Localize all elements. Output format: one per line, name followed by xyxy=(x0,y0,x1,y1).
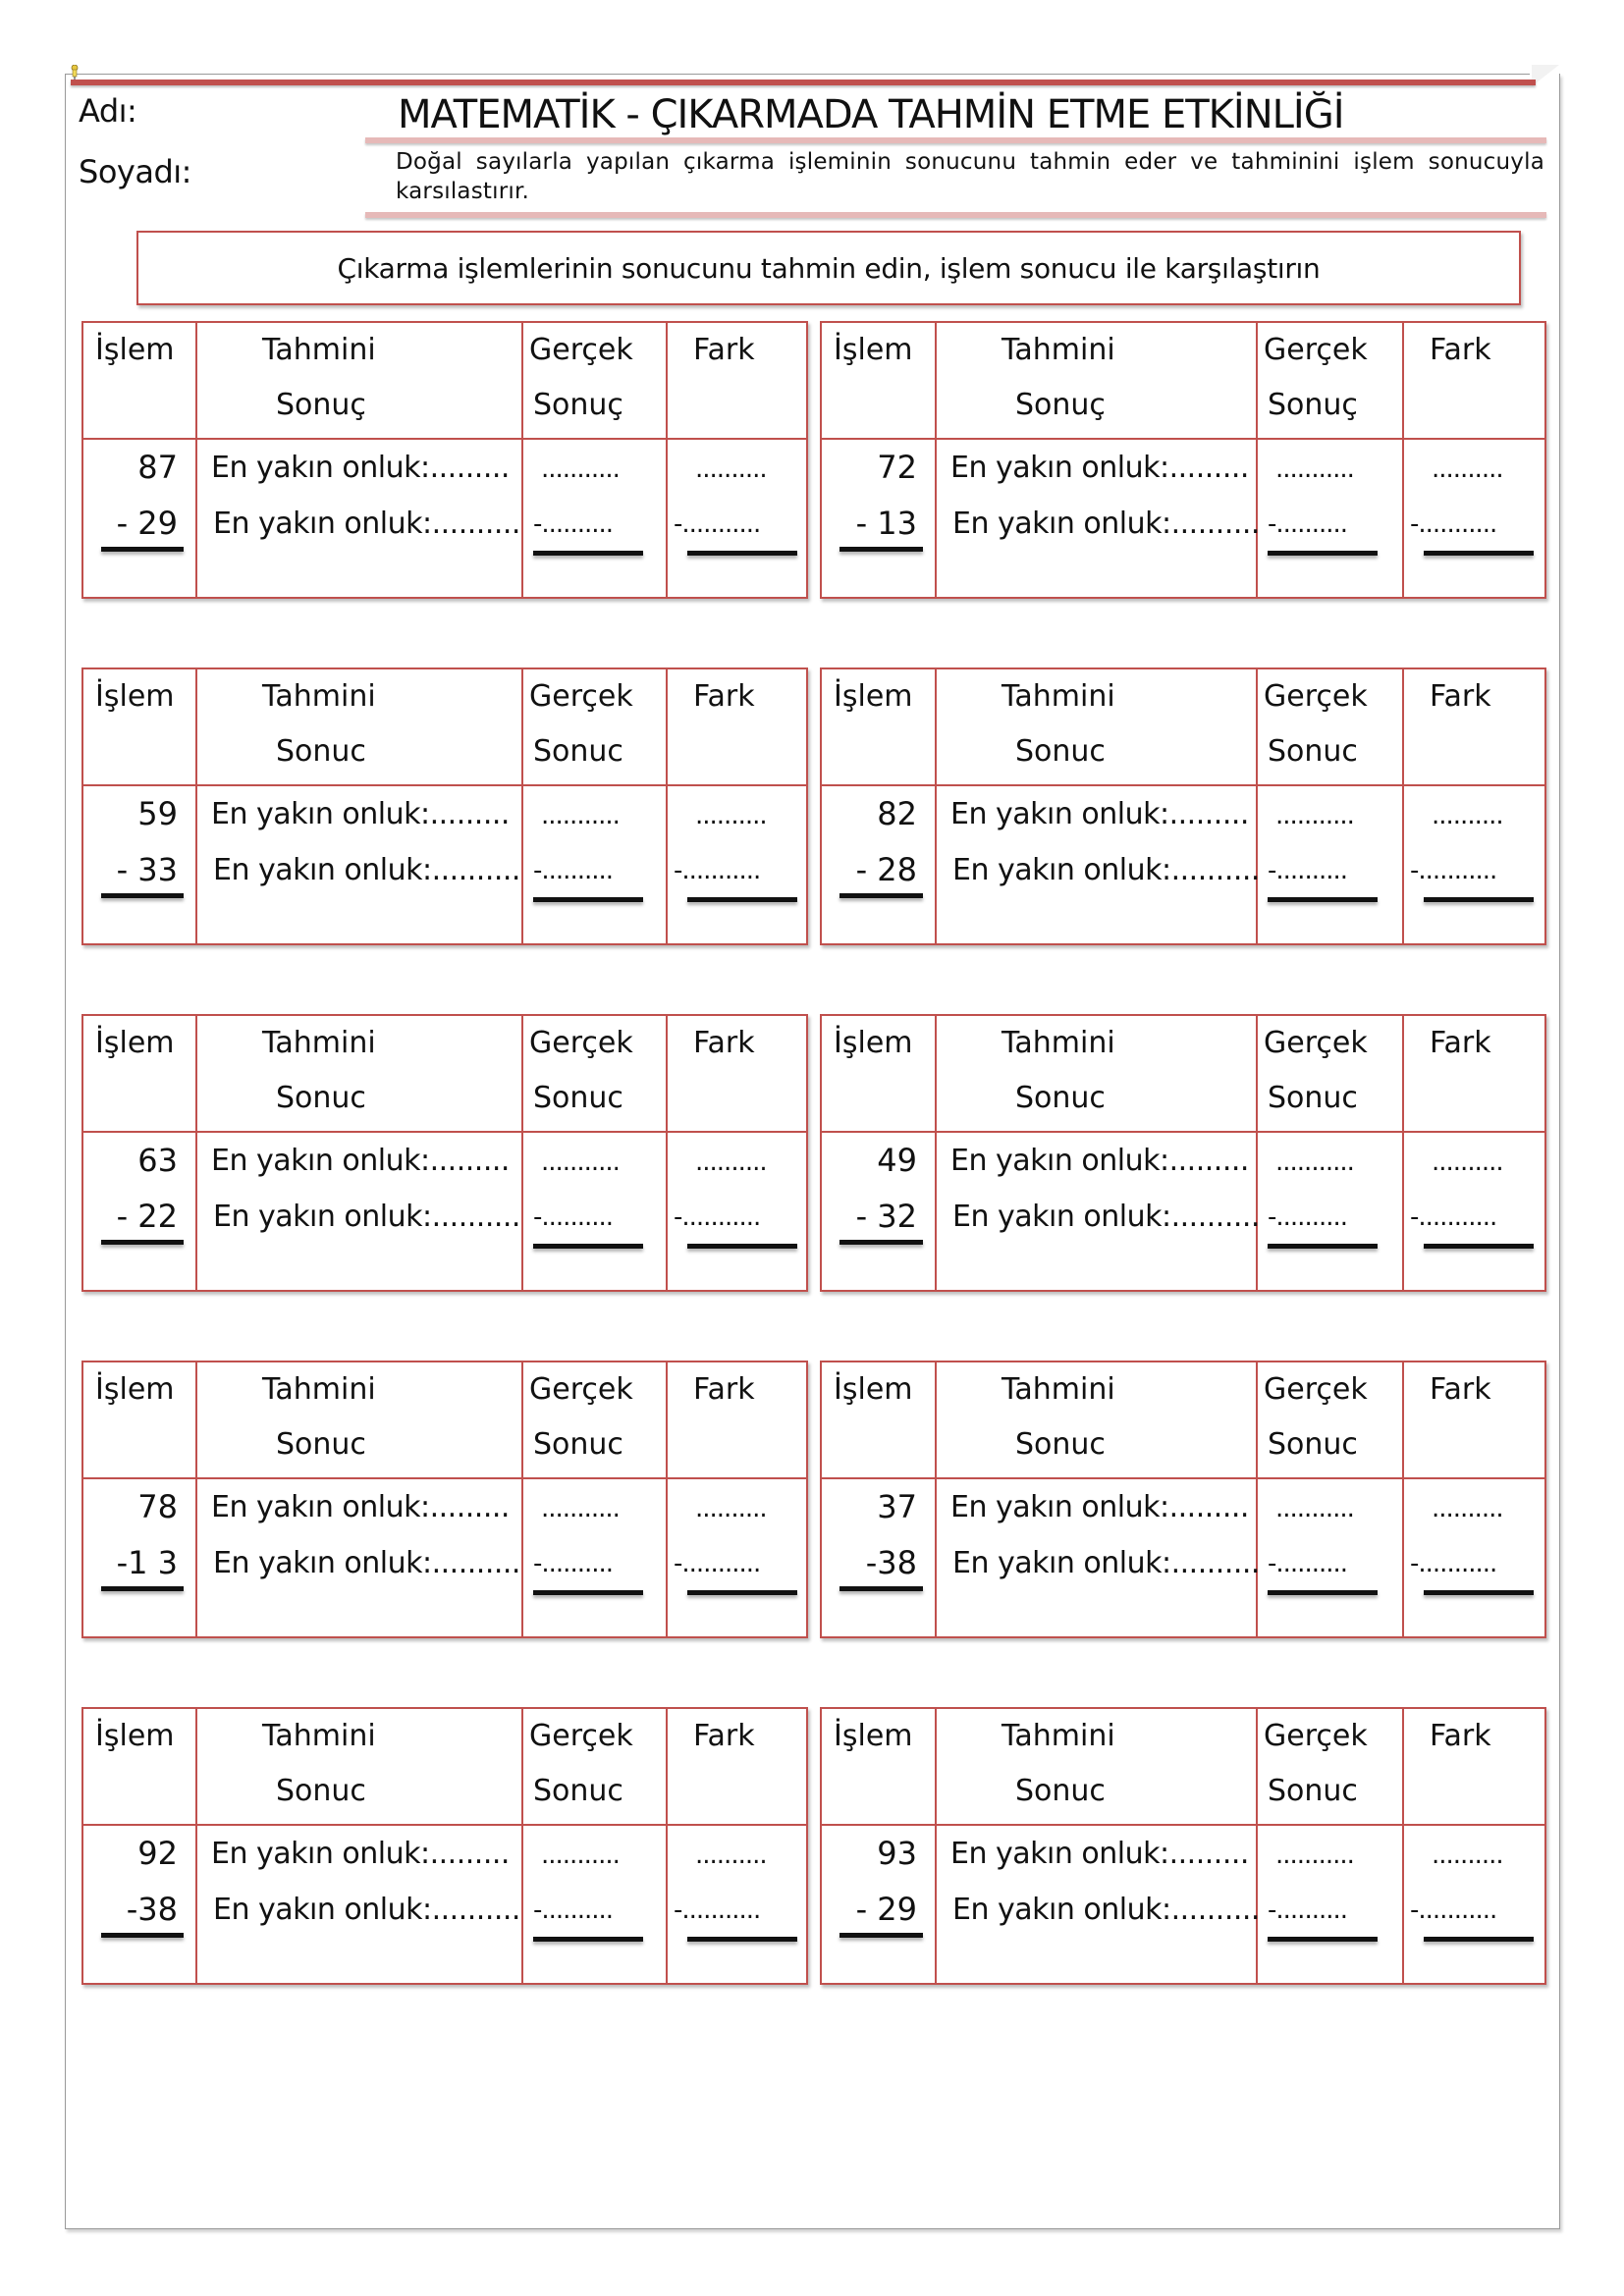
column-divider xyxy=(195,1362,197,1636)
header-fark: Fark xyxy=(1430,1026,1491,1060)
nearest-ten-field-1[interactable]: En yakın onluk:......... xyxy=(211,1837,510,1871)
column-divider xyxy=(521,669,523,943)
header-divider xyxy=(83,438,806,440)
column-divider xyxy=(1402,1362,1404,1636)
operation-underline xyxy=(839,547,923,552)
column-divider xyxy=(935,323,937,597)
column-divider xyxy=(195,669,197,943)
subtrahend: - 29 xyxy=(855,1891,917,1928)
nearest-ten-field-2[interactable]: En yakın onluk:.......... xyxy=(213,1200,520,1234)
header-red-bar xyxy=(71,80,1536,85)
header-gercek-sonuc: Sonuc xyxy=(1268,1081,1358,1115)
header-gercek-sonuc: Sonuc xyxy=(533,734,623,769)
subtrahend: - 32 xyxy=(855,1198,917,1235)
header-gercek-sonuc: Sonuç xyxy=(1268,388,1358,422)
difference-field-2[interactable]: -........... xyxy=(1410,1896,1497,1925)
column-divider xyxy=(521,1362,523,1636)
actual-result-underline xyxy=(533,1937,643,1942)
header-fark: Fark xyxy=(693,333,755,367)
header-gercek: Gerçek xyxy=(1264,1719,1368,1753)
actual-result-underline xyxy=(533,551,643,556)
header-divider xyxy=(83,1824,806,1826)
column-divider xyxy=(666,323,668,597)
instruction-box xyxy=(136,231,1521,305)
actual-result-field-1[interactable]: ........... xyxy=(1275,454,1354,484)
difference-field-1[interactable]: .......... xyxy=(695,1148,767,1177)
difference-field-2[interactable]: -........... xyxy=(1410,856,1497,885)
difference-underline xyxy=(1424,1937,1534,1942)
difference-underline xyxy=(687,1590,797,1595)
instruction-text: Çıkarma işlemlerinin sonucunu tahmin edin, işlem sonucu ile karşılaştırın xyxy=(337,251,1321,285)
subtrahend: - 22 xyxy=(116,1198,178,1235)
column-divider xyxy=(521,1709,523,1983)
exercise-table xyxy=(81,1361,808,1638)
column-divider xyxy=(666,1709,668,1983)
exercise-table xyxy=(81,667,808,945)
actual-result-field-1[interactable]: ........... xyxy=(1275,1841,1354,1870)
difference-field-1[interactable]: .......... xyxy=(695,1841,767,1870)
difference-underline xyxy=(1424,1244,1534,1249)
column-divider xyxy=(1256,323,1258,597)
objective-underline xyxy=(365,212,1546,218)
actual-result-field-1[interactable]: ........... xyxy=(541,1148,620,1177)
header-islem: İşlem xyxy=(95,1026,175,1060)
header-fark: Fark xyxy=(1430,333,1491,367)
column-divider xyxy=(195,1016,197,1290)
header-fark: Fark xyxy=(693,679,755,714)
operation-underline xyxy=(101,893,184,898)
header-tahmini: Tahmini xyxy=(262,1372,376,1407)
exercise-table xyxy=(820,1014,1546,1292)
actual-result-field-1[interactable]: ........... xyxy=(541,801,620,830)
difference-field-1[interactable]: .......... xyxy=(1432,1841,1503,1870)
page-fold-corner xyxy=(1532,65,1559,86)
actual-result-field-1[interactable]: ........... xyxy=(541,1841,620,1870)
column-divider xyxy=(935,1362,937,1636)
page-title: MATEMATİK - ÇIKARMADA TAHMİN ETME ETKİNLİĞİ xyxy=(398,92,1344,137)
difference-field-1[interactable]: .......... xyxy=(695,1494,767,1523)
column-divider xyxy=(1256,1709,1258,1983)
header-tahmini: Tahmini xyxy=(1001,1719,1115,1753)
header-tahmini: Tahmini xyxy=(1001,679,1115,714)
minuend: 87 xyxy=(137,449,178,486)
actual-result-field-1[interactable]: ........... xyxy=(541,454,620,484)
column-divider xyxy=(521,1016,523,1290)
column-divider xyxy=(1256,1016,1258,1290)
header-islem: İşlem xyxy=(95,333,175,367)
header-islem: İşlem xyxy=(834,679,913,714)
header-divider xyxy=(822,1824,1544,1826)
header-gercek: Gerçek xyxy=(529,1719,633,1753)
exercise-table xyxy=(820,321,1546,599)
header-divider xyxy=(83,1131,806,1133)
name-label: Adı: xyxy=(79,92,137,130)
header-tahmini: Tahmini xyxy=(262,333,376,367)
difference-field-1[interactable]: .......... xyxy=(695,454,767,484)
header-tahmini: Tahmini xyxy=(262,1719,376,1753)
nearest-ten-field-2[interactable]: En yakın onluk:.......... xyxy=(213,1546,520,1580)
actual-result-field-2[interactable]: -.......... xyxy=(1268,1896,1348,1925)
actual-result-field-1[interactable]: ........... xyxy=(1275,1148,1354,1177)
header-tahmini-sonuc: Sonuc xyxy=(1015,1427,1106,1462)
actual-result-underline xyxy=(1268,897,1378,902)
header-gercek: Gerçek xyxy=(529,679,633,714)
minuend: 49 xyxy=(877,1142,917,1179)
nearest-ten-field-1[interactable]: En yakın onluk:......... xyxy=(950,797,1249,831)
nearest-ten-field-1[interactable]: En yakın onluk:......... xyxy=(211,451,510,485)
title-underline xyxy=(365,137,1546,143)
minuend: 63 xyxy=(137,1142,178,1179)
column-divider xyxy=(521,323,523,597)
header-tahmini: Tahmini xyxy=(1001,1026,1115,1060)
nearest-ten-field-2[interactable]: En yakın onluk:.......... xyxy=(952,1546,1260,1580)
actual-result-field-2[interactable]: -.......... xyxy=(533,1896,614,1925)
column-divider xyxy=(935,1016,937,1290)
actual-result-underline xyxy=(1268,551,1378,556)
difference-underline xyxy=(687,1937,797,1942)
nearest-ten-field-1[interactable]: En yakın onluk:......... xyxy=(211,1144,510,1178)
header-tahmini: Tahmini xyxy=(1001,333,1115,367)
header-gercek-sonuc: Sonuc xyxy=(533,1081,623,1115)
operation-underline xyxy=(101,1240,184,1245)
nearest-ten-field-2[interactable]: En yakın onluk:.......... xyxy=(952,507,1260,541)
surname-label: Soyadı: xyxy=(79,153,191,190)
operation-underline xyxy=(101,1933,184,1938)
actual-result-underline xyxy=(1268,1937,1378,1942)
minuend: 72 xyxy=(877,449,917,486)
operation-underline xyxy=(839,1240,923,1245)
header-fark: Fark xyxy=(1430,1719,1491,1753)
exercise-table xyxy=(81,321,808,599)
difference-underline xyxy=(687,897,797,902)
header-gercek: Gerçek xyxy=(529,1372,633,1407)
actual-result-underline xyxy=(533,897,643,902)
nearest-ten-field-2[interactable]: En yakın onluk:.......... xyxy=(213,853,520,887)
header-fark: Fark xyxy=(693,1026,755,1060)
actual-result-field-2[interactable]: -.......... xyxy=(533,1549,614,1578)
header-gercek: Gerçek xyxy=(1264,679,1368,714)
header-fark: Fark xyxy=(1430,679,1491,714)
nearest-ten-field-2[interactable]: En yakın onluk:.......... xyxy=(213,1893,520,1927)
minuend: 92 xyxy=(137,1835,178,1872)
header-tahmini: Tahmini xyxy=(1001,1372,1115,1407)
operation-underline xyxy=(101,1586,184,1591)
header-islem: İşlem xyxy=(834,1026,913,1060)
difference-underline xyxy=(1424,897,1534,902)
actual-result-field-2[interactable]: -.......... xyxy=(533,509,614,539)
column-divider xyxy=(935,669,937,943)
actual-result-field-1[interactable]: ........... xyxy=(1275,1494,1354,1523)
column-divider xyxy=(1256,1362,1258,1636)
actual-result-field-2[interactable]: -.......... xyxy=(533,856,614,885)
minuend: 78 xyxy=(137,1488,178,1525)
column-divider xyxy=(1402,323,1404,597)
minuend: 82 xyxy=(877,795,917,832)
difference-field-2[interactable]: -........... xyxy=(674,509,761,539)
header-islem: İşlem xyxy=(95,1719,175,1753)
header-fark: Fark xyxy=(693,1372,755,1407)
header-tahmini-sonuc: Sonuc xyxy=(276,734,366,769)
actual-result-field-2[interactable]: -.......... xyxy=(1268,1549,1348,1578)
header-gercek: Gerçek xyxy=(529,333,633,367)
subtrahend: - 29 xyxy=(116,505,178,542)
difference-field-2[interactable]: -........... xyxy=(1410,509,1497,539)
difference-field-2[interactable]: -........... xyxy=(674,856,761,885)
header-gercek-sonuc: Sonuc xyxy=(533,1774,623,1808)
difference-underline xyxy=(687,1244,797,1249)
column-divider xyxy=(195,1709,197,1983)
subtrahend: -38 xyxy=(865,1544,917,1581)
column-divider xyxy=(666,669,668,943)
header-gercek-sonuc: Sonuc xyxy=(1268,1427,1358,1462)
header-tahmini-sonuc: Sonuc xyxy=(276,1081,366,1115)
actual-result-field-2[interactable]: -.......... xyxy=(1268,1202,1348,1232)
actual-result-underline xyxy=(533,1590,643,1595)
nearest-ten-field-2[interactable]: En yakın onluk:.......... xyxy=(952,1200,1260,1234)
column-divider xyxy=(935,1709,937,1983)
operation-underline xyxy=(839,893,923,898)
subtrahend: -1 3 xyxy=(116,1544,178,1581)
nearest-ten-field-1[interactable]: En yakın onluk:......... xyxy=(950,451,1249,485)
column-divider xyxy=(1402,1709,1404,1983)
column-divider xyxy=(666,1362,668,1636)
column-divider xyxy=(666,1016,668,1290)
difference-field-1[interactable]: .......... xyxy=(1432,1148,1503,1177)
header-islem: İşlem xyxy=(834,333,913,367)
column-divider xyxy=(1402,669,1404,943)
operation-underline xyxy=(839,1586,923,1591)
header-tahmini-sonuc: Sonuc xyxy=(276,1774,366,1808)
actual-result-field-2[interactable]: -.......... xyxy=(533,1202,614,1232)
subtrahend: -38 xyxy=(126,1891,178,1928)
header-gercek: Gerçek xyxy=(1264,1026,1368,1060)
header-gercek-sonuc: Sonuc xyxy=(533,1427,623,1462)
header-tahmini-sonuc: Sonuç xyxy=(276,388,366,422)
header-gercek-sonuc: Sonuc xyxy=(1268,1774,1358,1808)
header-tahmini-sonuc: Sonuc xyxy=(1015,1774,1106,1808)
difference-field-2[interactable]: -........... xyxy=(1410,1202,1497,1232)
actual-result-underline xyxy=(1268,1590,1378,1595)
difference-field-2[interactable]: -........... xyxy=(1410,1549,1497,1578)
operation-underline xyxy=(839,1933,923,1938)
nearest-ten-field-2[interactable]: En yakın onluk:.......... xyxy=(213,507,520,541)
exercise-table xyxy=(820,1707,1546,1985)
nearest-ten-field-1[interactable]: En yakın onluk:......... xyxy=(211,797,510,831)
difference-field-2[interactable]: -........... xyxy=(674,1549,761,1578)
actual-result-underline xyxy=(533,1244,643,1249)
nearest-ten-field-1[interactable]: En yakın onluk:......... xyxy=(211,1490,510,1524)
header-divider xyxy=(83,784,806,786)
exercise-table xyxy=(81,1707,808,1985)
header-gercek: Gerçek xyxy=(529,1026,633,1060)
objective-text: Doğal sayılarla yapılan çıkarma işleminin sonucunu tahmin eder ve tahminini işlem sonucuyla karsılastırır. xyxy=(396,149,1544,204)
column-divider xyxy=(1256,669,1258,943)
header-gercek: Gerçek xyxy=(1264,1372,1368,1407)
difference-field-1[interactable]: .......... xyxy=(1432,801,1503,830)
actual-result-field-2[interactable]: -.......... xyxy=(1268,856,1348,885)
header-gercek-sonuc: Sonuç xyxy=(533,388,623,422)
column-divider xyxy=(195,323,197,597)
difference-field-2[interactable]: -........... xyxy=(674,1896,761,1925)
actual-result-field-2[interactable]: -.......... xyxy=(1268,509,1348,539)
difference-field-1[interactable]: .......... xyxy=(695,801,767,830)
nearest-ten-field-2[interactable]: En yakın onluk:.......... xyxy=(952,1893,1260,1927)
exercise-table xyxy=(820,1361,1546,1638)
header-divider xyxy=(822,784,1544,786)
header-gercek: Gerçek xyxy=(1264,333,1368,367)
header-fark: Fark xyxy=(693,1719,755,1753)
header-islem: İşlem xyxy=(834,1372,913,1407)
difference-field-1[interactable]: .......... xyxy=(1432,1494,1503,1523)
difference-underline xyxy=(687,551,797,556)
actual-result-underline xyxy=(1268,1244,1378,1249)
minuend: 93 xyxy=(877,1835,917,1872)
operation-underline xyxy=(101,547,184,552)
minuend: 59 xyxy=(137,795,178,832)
header-tahmini-sonuc: Sonuc xyxy=(1015,1081,1106,1115)
difference-underline xyxy=(1424,1590,1534,1595)
header-tahmini-sonuc: Sonuc xyxy=(276,1427,366,1462)
header-divider xyxy=(822,1477,1544,1479)
header-tahmini-sonuc: Sonuc xyxy=(1015,734,1106,769)
header-islem: İşlem xyxy=(95,1372,175,1407)
difference-underline xyxy=(1424,551,1534,556)
difference-field-2[interactable]: -........... xyxy=(674,1202,761,1232)
header-gercek-sonuc: Sonuc xyxy=(1268,734,1358,769)
exercise-table xyxy=(81,1014,808,1292)
nearest-ten-field-1[interactable]: En yakın onluk:......... xyxy=(950,1144,1249,1178)
header-divider xyxy=(83,1477,806,1479)
subtrahend: - 33 xyxy=(116,851,178,888)
column-divider xyxy=(1402,1016,1404,1290)
nearest-ten-field-1[interactable]: En yakın onluk:......... xyxy=(950,1837,1249,1871)
header-islem: İşlem xyxy=(95,679,175,714)
nearest-ten-field-1[interactable]: En yakın onluk:......... xyxy=(950,1490,1249,1524)
difference-field-1[interactable]: .......... xyxy=(1432,454,1503,484)
subtrahend: - 13 xyxy=(855,505,917,542)
header-tahmini-sonuc: Sonuç xyxy=(1015,388,1106,422)
header-tahmini: Tahmini xyxy=(262,679,376,714)
header-divider xyxy=(822,1131,1544,1133)
header-islem: İşlem xyxy=(834,1719,913,1753)
exercise-table xyxy=(820,667,1546,945)
nearest-ten-field-2[interactable]: En yakın onluk:.......... xyxy=(952,853,1260,887)
header-fark: Fark xyxy=(1430,1372,1491,1407)
header-divider xyxy=(822,438,1544,440)
actual-result-field-1[interactable]: ........... xyxy=(1275,801,1354,830)
subtrahend: - 28 xyxy=(855,851,917,888)
minuend: 37 xyxy=(877,1488,917,1525)
header-tahmini: Tahmini xyxy=(262,1026,376,1060)
actual-result-field-1[interactable]: ........... xyxy=(541,1494,620,1523)
